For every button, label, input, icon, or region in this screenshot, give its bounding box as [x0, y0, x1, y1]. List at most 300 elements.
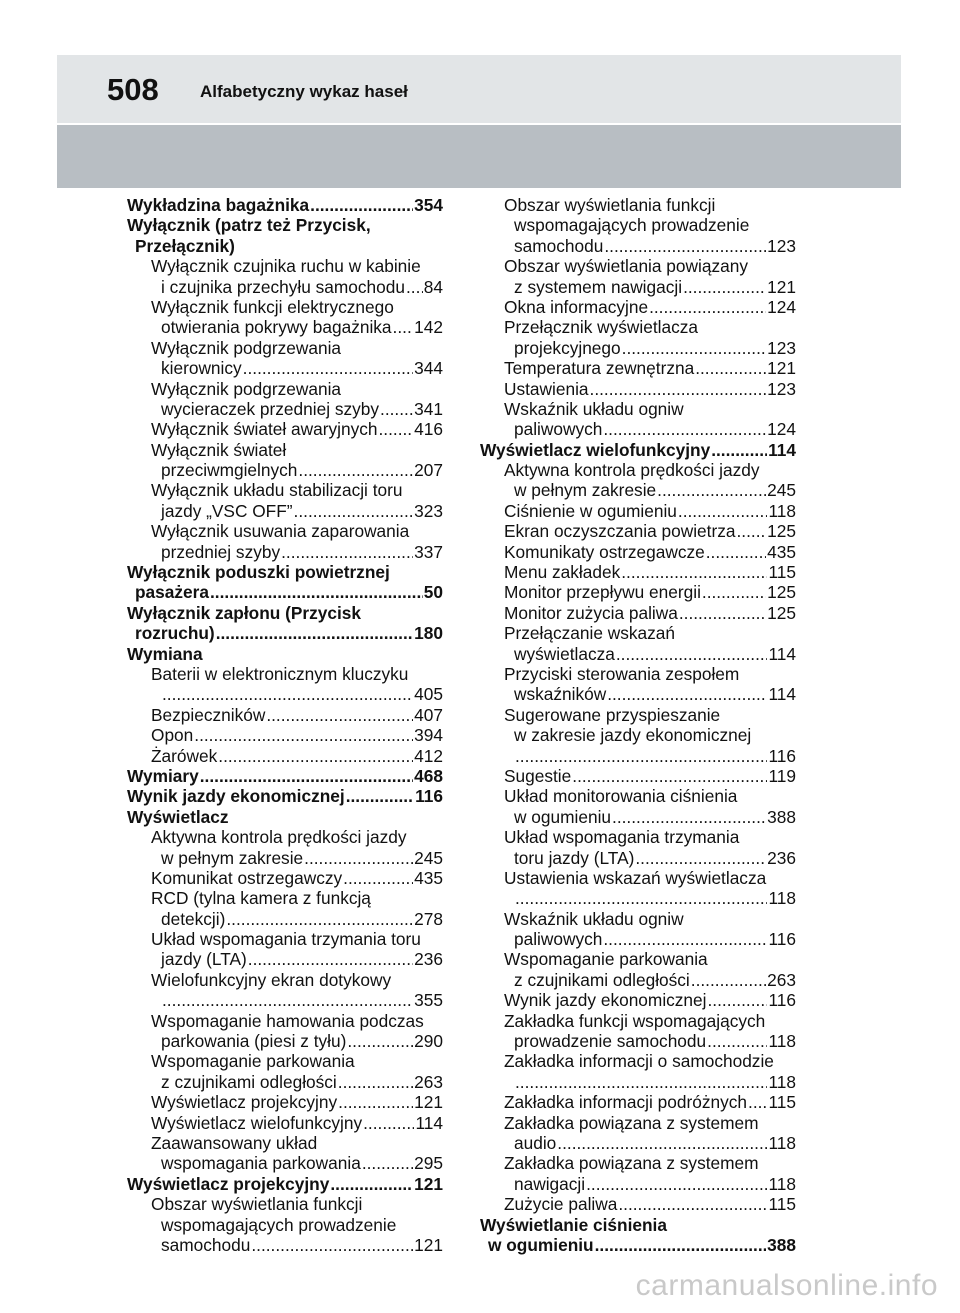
- index-entry: [127, 1113, 443, 1133]
- index-entry: [127, 725, 443, 745]
- page-reference: 114: [768, 643, 796, 664]
- entry-text: Układ wspomagania trzymania toru: [151, 929, 421, 950]
- leader-dots: [281, 542, 413, 562]
- page-reference: 394: [414, 725, 443, 746]
- entry-text: parkowania (piesi z tyłu): [161, 1031, 347, 1052]
- entry-text: Przełącznik): [135, 235, 235, 256]
- entry-text: Aktywna kontrola prędkości jazdy: [151, 827, 407, 848]
- index-entry: [127, 542, 443, 562]
- entry-text: Wyłącznik (patrz też Przycisk,: [127, 215, 371, 236]
- page-reference: 118: [768, 500, 796, 521]
- index-entry: [480, 256, 796, 276]
- entry-text: przeciwmgielnych: [161, 460, 298, 481]
- leader-dots: [200, 766, 413, 786]
- entry-text: Przełącznik wyświetlacza: [504, 317, 698, 338]
- index-entry: [480, 1133, 796, 1153]
- index-entry: [480, 827, 796, 847]
- page-reference: 118: [768, 1132, 796, 1153]
- entry-text: Wyświetlacz projekcyjny: [151, 1092, 338, 1113]
- index-entry: [480, 399, 796, 419]
- leader-dots: [707, 1031, 767, 1051]
- leader-dots: [586, 1174, 767, 1194]
- leader-dots: [515, 1072, 767, 1092]
- index-entry: [480, 623, 796, 643]
- index-entry: [127, 909, 443, 929]
- index-entry: [127, 664, 443, 684]
- index-entry: [480, 603, 796, 623]
- entry-text: Przełączanie wskazań: [504, 623, 675, 644]
- section-title: Alfabetyczny wykaz haseł: [200, 82, 408, 101]
- index-entry: [480, 888, 796, 908]
- page-reference: 295: [414, 1153, 443, 1174]
- entry-text: paliwowych: [514, 929, 603, 950]
- page-reference: 116: [415, 786, 443, 807]
- page-reference: 84: [423, 276, 443, 297]
- entry-text: prowadzenie samochodu: [514, 1031, 707, 1052]
- leader-dots: [393, 317, 414, 337]
- index-entry: [480, 379, 796, 399]
- leader-dots: [711, 440, 767, 460]
- index-entry: [127, 970, 443, 990]
- index-entry: [127, 888, 443, 908]
- entry-text: Wyłącznik poduszki powietrznej: [127, 562, 390, 583]
- index-entry: [480, 277, 796, 297]
- entry-text: wspomagających prowadzenie: [161, 1214, 397, 1235]
- entry-text: wyświetlacza: [514, 643, 615, 664]
- page-reference: 50: [423, 582, 443, 603]
- index-entry: [127, 705, 443, 725]
- entry-text: Temperatura zewnętrzna: [504, 358, 695, 379]
- index-entry: [480, 746, 796, 766]
- index-heading: [127, 215, 443, 235]
- entry-text: Układ wspomagania trzymania: [504, 827, 740, 848]
- entry-text: wspomagających prowadzenie: [514, 215, 750, 236]
- page-reference: 388: [767, 1234, 796, 1255]
- index-entry: [127, 419, 443, 439]
- index-entry: [480, 521, 796, 541]
- page-reference: 116: [768, 990, 796, 1011]
- page-reference: 121: [767, 276, 796, 297]
- index-entry: [480, 786, 796, 806]
- page-reference: 115: [768, 1194, 796, 1215]
- leader-dots: [590, 379, 767, 399]
- entry-text: Zakładka informacji podróżnych: [504, 1092, 748, 1113]
- index-entry: [480, 807, 796, 827]
- leader-dots: [706, 542, 766, 562]
- index-entry: [480, 1153, 796, 1173]
- index-entry: [127, 501, 443, 521]
- entry-text: Wynik jazdy ekonomicznej: [504, 990, 707, 1011]
- index-column-right: [480, 195, 796, 1255]
- entry-text: Wyłącznik świateł awaryjnych: [151, 419, 378, 440]
- leader-dots: [248, 949, 413, 969]
- entry-text: toru jazdy (LTA): [514, 847, 635, 868]
- index-entry: [127, 1011, 443, 1031]
- page-reference: 388: [767, 806, 796, 827]
- entry-text: Wyświetlanie ciśnienia: [480, 1214, 667, 1235]
- index-entry: [480, 949, 796, 969]
- index-entry: [480, 644, 796, 664]
- entry-text: Monitor przepływu energii: [504, 582, 701, 603]
- page-reference: 245: [767, 480, 796, 501]
- page-reference: 355: [414, 990, 443, 1011]
- leader-dots: [338, 1092, 413, 1112]
- entry-text: z czujnikami odległości: [161, 1071, 337, 1092]
- page-reference: 114: [768, 684, 796, 705]
- index-entry: [127, 480, 443, 500]
- index-entry: [480, 1031, 796, 1051]
- entry-text: Opon: [151, 725, 194, 746]
- index-entry: [480, 909, 796, 929]
- index-heading: [127, 603, 443, 623]
- leader-dots: [330, 1174, 413, 1194]
- entry-text: Ustawienia: [504, 378, 589, 399]
- entry-text: pasażera: [135, 582, 209, 603]
- leader-dots: [515, 746, 767, 766]
- leader-dots: [406, 277, 423, 297]
- entry-text: Wyświetlacz: [127, 806, 229, 827]
- leader-dots: [226, 909, 413, 929]
- entry-text: Wykładzina bagażnika: [127, 195, 310, 215]
- index-entry: [127, 460, 443, 480]
- leader-dots: [343, 868, 413, 888]
- entry-text: Zużycie paliwa: [504, 1194, 618, 1215]
- index-entry: [480, 542, 796, 562]
- page-reference: 405: [414, 684, 443, 705]
- page-reference: 118: [768, 888, 796, 909]
- page-reference: 468: [414, 765, 443, 786]
- entry-text: Wyłącznik świateł: [151, 439, 287, 460]
- page-reference: 123: [767, 378, 796, 399]
- entry-text: Monitor zużycia paliwa: [504, 602, 678, 623]
- index-heading: [127, 807, 443, 827]
- page-reference: 115: [768, 1092, 796, 1113]
- entry-text: w pełnym zakresie: [514, 480, 657, 501]
- index-entry: [480, 460, 796, 480]
- leader-dots: [612, 807, 766, 827]
- entry-text: Wyłącznik układu stabilizacji toru: [151, 480, 403, 501]
- entry-text: Wyłącznik podgrzewania: [151, 378, 342, 399]
- index-entry: [127, 256, 443, 276]
- leader-dots: [218, 746, 413, 766]
- leader-dots: [515, 888, 767, 908]
- index-entry: [127, 684, 443, 704]
- entry-text: w zakresie jazdy ekonomicznej: [514, 725, 752, 746]
- leader-dots: [380, 399, 413, 419]
- index-entry: [480, 582, 796, 602]
- index-entry: [127, 1092, 443, 1112]
- index-entry: [127, 317, 443, 337]
- index-entry: [127, 827, 443, 847]
- entry-text: Ekran oczyszczania powietrza: [504, 521, 736, 542]
- leader-dots: [346, 786, 414, 806]
- page-reference: 115: [768, 562, 796, 583]
- page-reference: 207: [414, 460, 443, 481]
- index-entry: [127, 949, 443, 969]
- entry-text: samochodu: [161, 1234, 251, 1255]
- index-entry: [480, 215, 796, 235]
- index-entry: [480, 419, 796, 439]
- entry-text: przedniej szyby: [161, 541, 281, 562]
- leader-dots: [379, 419, 414, 439]
- index-entry: [480, 1113, 796, 1133]
- index-entry: [480, 970, 796, 990]
- page-reference: 125: [767, 582, 796, 603]
- entry-text: projekcyjnego: [514, 337, 621, 358]
- page-reference: 116: [768, 745, 796, 766]
- page-reference: 119: [768, 765, 796, 786]
- leader-dots: [616, 644, 768, 664]
- entry-text: jazdy „VSC OFF”: [161, 500, 293, 521]
- leader-dots: [708, 990, 768, 1010]
- entry-text: Wspomaganie parkowania: [151, 1051, 355, 1072]
- index-entry: [127, 1133, 443, 1153]
- entry-text: detekcji): [161, 908, 226, 929]
- entry-text: Zakładka powiązana z systemem: [504, 1112, 759, 1133]
- entry-text: Wyświetlacz wielofunkcyjny: [480, 439, 711, 460]
- entry-text: jazdy (LTA): [161, 949, 247, 970]
- leader-dots: [194, 725, 413, 745]
- leader-dots: [216, 623, 413, 643]
- leader-dots: [595, 1235, 767, 1255]
- entry-text: Wyświetlacz wielofunkcyjny: [151, 1112, 363, 1133]
- index-entry: [480, 358, 796, 378]
- leader-dots: [294, 501, 414, 521]
- entry-text: Zakładka powiązana z systemem: [504, 1153, 759, 1174]
- entry-text: z systemem nawigacji: [514, 276, 683, 297]
- index-heading: [127, 644, 443, 664]
- page-reference: 118: [768, 1031, 796, 1052]
- index-entry: [480, 990, 796, 1010]
- entry-text: paliwowych: [514, 419, 603, 440]
- index-heading: [127, 582, 443, 602]
- index-entry: [480, 1194, 796, 1214]
- index-entry: [127, 297, 443, 317]
- leader-dots: [298, 460, 413, 480]
- leader-dots: [557, 1133, 767, 1153]
- leader-dots: [622, 338, 767, 358]
- page-reference: 341: [414, 398, 443, 419]
- entry-text: Wyłącznik podgrzewania: [151, 337, 342, 358]
- page-reference: 236: [767, 847, 796, 868]
- index-entry: [127, 338, 443, 358]
- page-reference: 407: [414, 704, 443, 725]
- page-reference: 278: [414, 908, 443, 929]
- header-band-dark: [57, 125, 901, 188]
- leader-dots: [607, 684, 767, 704]
- page-reference: 337: [414, 541, 443, 562]
- page-reference: 245: [414, 847, 443, 868]
- leader-dots: [603, 419, 766, 439]
- entry-text: Ustawienia wskazań wyświetlacza: [504, 867, 767, 888]
- index-entry: [480, 705, 796, 725]
- index-heading: [127, 786, 443, 806]
- entry-text: nawigacji: [514, 1173, 586, 1194]
- page-reference: 142: [414, 317, 443, 338]
- index-entry: [480, 501, 796, 521]
- index-heading: [127, 195, 443, 215]
- leader-dots: [649, 297, 766, 317]
- leader-dots: [679, 603, 766, 623]
- index-entry: [127, 929, 443, 949]
- entry-text: Wskaźnik układu ogniw: [504, 908, 684, 929]
- entry-text: Wskaźnik układu ogniw: [504, 398, 684, 419]
- page-reference: 323: [414, 500, 443, 521]
- index-entry: [480, 1174, 796, 1194]
- leader-dots: [210, 582, 423, 602]
- entry-text: Baterii w elektronicznym kluczyku: [151, 663, 409, 684]
- page-reference: 236: [414, 949, 443, 970]
- entry-text: wskaźników: [514, 684, 607, 705]
- index-entry: [127, 1031, 443, 1051]
- page-number: 508: [107, 72, 159, 107]
- index-entry: [480, 1072, 796, 1092]
- index-heading: [480, 440, 796, 460]
- page-reference: 180: [414, 623, 443, 644]
- leader-dots: [695, 358, 766, 378]
- entry-text: Wyświetlacz projekcyjny: [127, 1173, 330, 1194]
- page-reference: 263: [414, 1071, 443, 1092]
- index-heading: [127, 623, 443, 643]
- page-reference: 354: [414, 195, 443, 215]
- leader-dots: [604, 236, 766, 256]
- index-heading: [127, 766, 443, 786]
- entry-text: w ogumieniu: [488, 1234, 594, 1255]
- entry-text: samochodu: [514, 235, 604, 256]
- entry-text: Wielofunkcyjny ekran dotykowy: [151, 969, 392, 990]
- leader-dots: [162, 990, 413, 1010]
- index-heading: [127, 1174, 443, 1194]
- entry-text: RCD (tylna kamera z funkcją: [151, 888, 371, 909]
- leader-dots: [363, 1113, 414, 1133]
- entry-text: Menu zakładek: [504, 562, 621, 583]
- entry-text: Wspomaganie hamowania podczas: [151, 1010, 424, 1031]
- index-entry: [127, 1215, 443, 1235]
- index-entry: [480, 1011, 796, 1031]
- page-reference: 121: [414, 1173, 443, 1194]
- entry-text: Wyłącznik usuwania zaparowania: [151, 521, 410, 542]
- page-reference: 435: [767, 541, 796, 562]
- index-entry: [480, 236, 796, 256]
- entry-text: wycieraczek przedniej szyby: [161, 398, 380, 419]
- page-reference: 290: [414, 1031, 443, 1052]
- index-entry: [127, 358, 443, 378]
- leader-dots: [748, 1092, 767, 1112]
- index-column-left: [127, 195, 443, 1255]
- entry-text: Wymiary: [127, 765, 199, 786]
- entry-text: Obszar wyświetlania powiązany: [504, 256, 748, 277]
- index-entry: [480, 297, 796, 317]
- page-reference: 344: [414, 358, 443, 379]
- entry-text: z czujnikami odległości: [514, 969, 690, 990]
- entry-text: Okna informacyjne: [504, 296, 649, 317]
- page-reference: 125: [767, 602, 796, 623]
- leader-dots: [347, 1031, 413, 1051]
- entry-text: wspomagania parkowania: [161, 1153, 361, 1174]
- index-entry: [480, 338, 796, 358]
- entry-text: Wyłącznik funkcji elektrycznego: [151, 296, 394, 317]
- entry-text: Zaawansowany układ: [151, 1132, 318, 1153]
- leader-dots: [362, 1153, 413, 1173]
- page-reference: 416: [414, 419, 443, 440]
- page-reference: 123: [767, 337, 796, 358]
- entry-text: Komunikat ostrzegawczy: [151, 867, 343, 888]
- leader-dots: [736, 521, 766, 541]
- page-reference: 125: [767, 521, 796, 542]
- index-heading: [127, 236, 443, 256]
- entry-text: kierownicy: [161, 358, 242, 379]
- index-entry: [127, 1051, 443, 1071]
- index-entry: [480, 1051, 796, 1071]
- index-heading: [480, 1215, 796, 1235]
- entry-text: rozruchu): [135, 623, 215, 644]
- leader-dots: [603, 929, 767, 949]
- index-entry: [127, 746, 443, 766]
- page-reference: 263: [767, 969, 796, 990]
- index-entry: [127, 1235, 443, 1255]
- header-band-light: [57, 55, 901, 123]
- index-heading: [127, 562, 443, 582]
- page-reference: 114: [415, 1112, 443, 1133]
- leader-dots: [702, 582, 766, 602]
- page-reference: 435: [414, 867, 443, 888]
- leader-dots: [678, 501, 768, 521]
- index-entry: [480, 195, 796, 215]
- entry-text: i czujnika przechyłu samochodu: [161, 276, 405, 297]
- index-entry: [480, 848, 796, 868]
- leader-dots: [266, 705, 413, 725]
- entry-text: audio: [514, 1132, 557, 1153]
- page-reference: 118: [768, 1173, 796, 1194]
- index-entry: [480, 317, 796, 337]
- index-entry: [480, 766, 796, 786]
- entry-text: Wyłącznik czujnika ruchu w kabinie: [151, 256, 421, 277]
- page-reference: 124: [767, 296, 796, 317]
- entry-text: Ciśnienie w ogumieniu: [504, 500, 677, 521]
- leader-dots: [657, 480, 766, 500]
- page-reference: 121: [414, 1234, 443, 1255]
- page-reference: 124: [767, 419, 796, 440]
- index-entry: [480, 480, 796, 500]
- entry-text: Obszar wyświetlania funkcji: [151, 1194, 363, 1215]
- leader-dots: [338, 1072, 413, 1092]
- index-entry: [127, 399, 443, 419]
- leader-dots: [251, 1235, 413, 1255]
- entry-text: Sugerowane przyspieszanie: [504, 704, 721, 725]
- index-entry: [127, 521, 443, 541]
- entry-text: Komunikaty ostrzegawcze: [504, 541, 705, 562]
- entry-text: Zakładka funkcji wspomagających: [504, 1010, 766, 1031]
- entry-text: Wyłącznik zapłonu (Przycisk: [127, 602, 362, 623]
- page-reference: 412: [414, 745, 443, 766]
- watermark: carmanualsonline.info: [635, 1269, 938, 1302]
- page-reference: 123: [767, 235, 796, 256]
- leader-dots: [243, 358, 413, 378]
- index-entry: [127, 868, 443, 888]
- entry-text: Przyciski sterowania zespołem: [504, 663, 740, 684]
- index-entry: [480, 664, 796, 684]
- leader-dots: [572, 766, 767, 786]
- index-entry: [127, 1153, 443, 1173]
- leader-dots: [304, 848, 413, 868]
- index-entry: [127, 990, 443, 1010]
- leader-dots: [635, 848, 766, 868]
- index-entry: [127, 1194, 443, 1214]
- entry-text: Żarówek: [151, 745, 218, 766]
- index-entry: [480, 1092, 796, 1112]
- leader-dots: [683, 277, 766, 297]
- entry-text: otwierania pokrywy bagażnika: [161, 317, 392, 338]
